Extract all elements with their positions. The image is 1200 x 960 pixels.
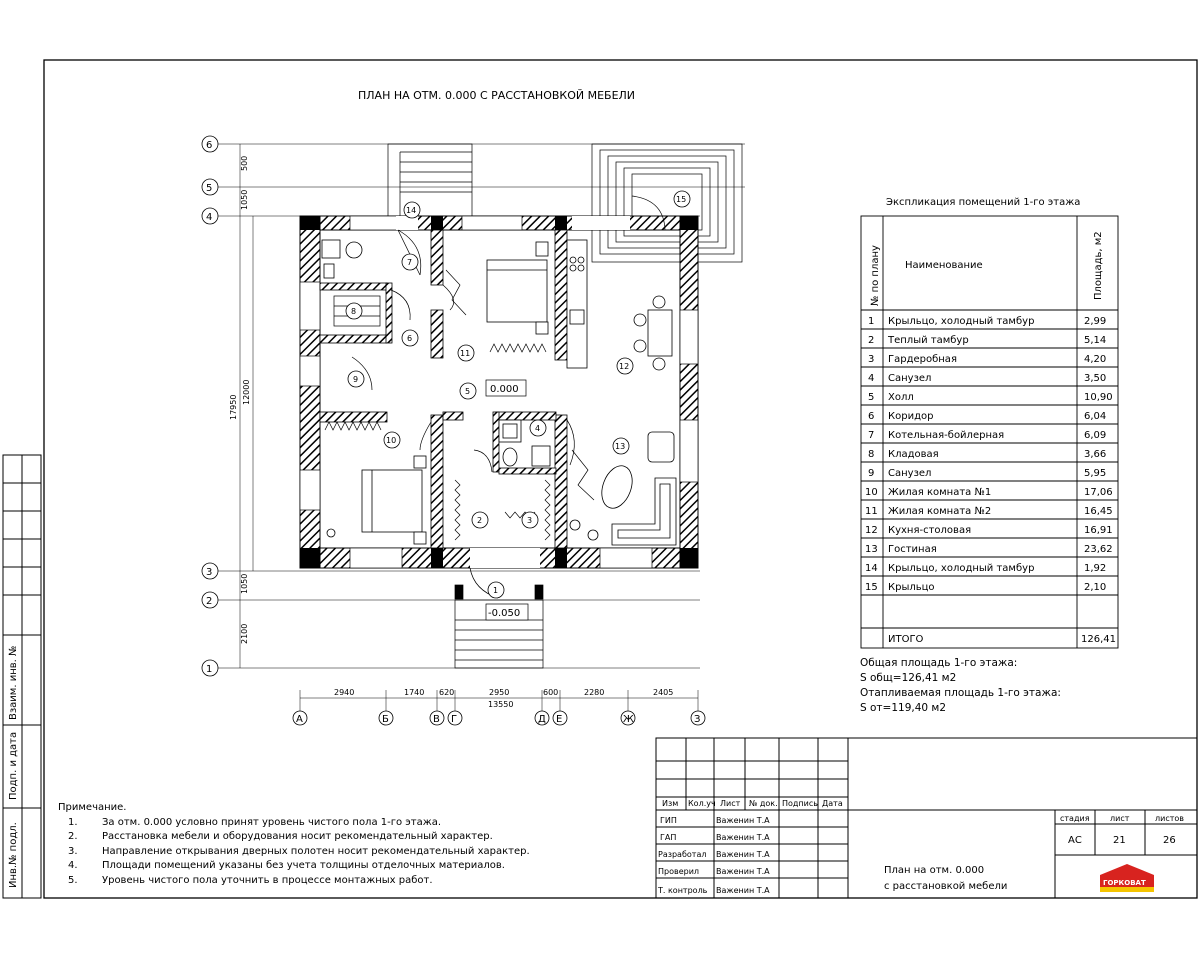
room-marker-9: 9 — [353, 375, 359, 384]
summary-line-3: Отапливаемая площадь 1-го этажа: — [860, 687, 1061, 699]
table-row-area: 23,62 — [1084, 544, 1113, 555]
table-row-area: 17,06 — [1084, 487, 1113, 498]
level-porch: -0.050 — [488, 608, 521, 619]
living-furniture — [596, 432, 676, 545]
table-row-no: 10 — [865, 487, 878, 498]
porch-steps-top-right — [592, 144, 742, 262]
tb-stage-value: АС — [1068, 835, 1082, 846]
axis-row-4: 4 — [206, 212, 213, 223]
tb-name: Важенин Т.А — [716, 833, 770, 842]
row-dim-2: 1050 — [240, 189, 249, 210]
table-row-area: 5,95 — [1084, 468, 1107, 479]
room-marker-4: 4 — [535, 424, 541, 433]
list-item: 2. Расстановка мебели и оборудования носит рекомендательный характер. — [68, 831, 493, 842]
boiler-fixtures — [322, 240, 362, 278]
room-marker-1: 1 — [493, 586, 499, 595]
bed-room-10 — [362, 456, 426, 544]
stamp-label-inv-vzam: Взаим. инв. № — [8, 645, 19, 720]
table-row-no: 7 — [868, 430, 875, 441]
table-row-name: Холл — [888, 392, 914, 403]
list-item: 1. За отм. 0.000 условно принят уровень чистого пола 1-го этажа. — [68, 816, 442, 828]
summary-line-4: S от=119,40 м2 — [860, 702, 947, 714]
logo-text: ГОРКОВАТ — [1103, 879, 1146, 887]
tb-stage-label: стадия — [1060, 814, 1090, 823]
table-row-no: 12 — [865, 525, 878, 536]
explication-rows — [865, 316, 1113, 593]
stamp-label-inv-podl: Инв.№ подл. — [8, 822, 19, 888]
axis-col-v: В — [433, 714, 440, 725]
axis-row-2: 2 — [206, 596, 213, 607]
axis-col-b: Б — [382, 714, 389, 725]
table-row-name: Санузел — [888, 373, 932, 384]
axis-col-zh: Ж — [623, 714, 634, 725]
table-row-no: 8 — [868, 449, 875, 460]
tb-name: Важенин Т.А — [716, 867, 770, 876]
notes-block — [58, 801, 530, 888]
wardrobe-zigzag-10 — [325, 422, 381, 430]
porch-steps-top-left — [388, 144, 472, 216]
list-item: 3. Направление открывания дверных полотен носит рекомендательный характер. — [68, 845, 530, 857]
table-row-no: 2 — [868, 335, 875, 346]
col-dim-total: 13550 — [488, 700, 514, 709]
table-row-area: 10,90 — [1084, 392, 1113, 403]
table-row-name: Крыльцо — [888, 582, 935, 593]
room-marker-2: 2 — [477, 516, 483, 525]
room-marker-8: 8 — [351, 307, 357, 316]
list-item: 5. Уровень чистого пола уточнить в процессе монтажных работ. — [68, 874, 433, 886]
summary-line-2: S общ=126,41 м2 — [860, 672, 957, 684]
table-row-name: Жилая комната №2 — [888, 506, 992, 517]
table-row-no: 6 — [868, 411, 875, 422]
col-dim-7: 2405 — [653, 688, 674, 697]
room-marker-7: 7 — [407, 258, 413, 267]
axis-col-g: Г — [451, 714, 458, 725]
tb-name: Важенин Т.А — [716, 886, 770, 895]
table-row-name: Котельная-бойлерная — [888, 430, 1005, 441]
explication-title: Экспликация помещений 1-го этажа — [886, 197, 1081, 208]
table-row-no: 13 — [865, 544, 878, 555]
table-row-no: 4 — [868, 373, 875, 384]
company-logo — [1100, 864, 1154, 892]
room-marker-12: 12 — [619, 362, 630, 371]
tb-sheet-label: лист — [1110, 814, 1130, 823]
table-row-area: 1,92 — [1084, 563, 1107, 574]
tb-header-doc: № док. — [749, 799, 778, 808]
floor-plan — [300, 144, 742, 668]
table-row-area: 16,91 — [1084, 525, 1113, 536]
room-marker-14: 14 — [406, 206, 417, 215]
tb-role: Проверил — [658, 867, 700, 876]
explication-col-no: № по плану — [870, 245, 881, 306]
tb-role: ГИП — [660, 816, 677, 825]
table-row-name: Кладовая — [888, 449, 939, 460]
tb-sheets-value: 26 — [1163, 835, 1176, 846]
table-row-name: Гардеробная — [888, 354, 957, 365]
table-row-area: 2,10 — [1084, 582, 1107, 593]
table-row-no: 5 — [868, 392, 875, 403]
room-marker-13: 13 — [615, 442, 626, 451]
col-axis-markers — [293, 711, 705, 725]
axis-col-e: Е — [556, 714, 563, 725]
axis-col-d: Д — [538, 714, 546, 725]
plan-title: ПЛАН НА ОТМ. 0.000 С РАССТАНОВКОЙ МЕБЕЛИ — [358, 89, 636, 102]
dining-set — [634, 296, 672, 370]
stamp-label-sign-date: Подп. и дата — [8, 731, 19, 800]
axis-col-a: А — [296, 714, 303, 725]
room-marker-15: 15 — [676, 195, 687, 204]
table-row-area: 5,14 — [1084, 335, 1107, 346]
tb-header-list: Лист — [720, 799, 741, 808]
table-row-area: 2,99 — [1084, 316, 1107, 327]
explication-total-label: ИТОГО — [888, 634, 924, 645]
room-marker-10: 10 — [386, 436, 397, 445]
col-dim-1: 2940 — [334, 688, 355, 697]
vert-dim-total: 17950 — [229, 394, 238, 420]
area-summary — [860, 656, 1061, 716]
bed-room-11 — [487, 242, 548, 334]
table-row-no: 9 — [868, 468, 875, 479]
table-row-name: Жилая комната №1 — [888, 487, 992, 498]
table-row-name: Крыльцо, холодный тамбур — [888, 563, 1035, 574]
explication-col-area: Площадь, м2 — [1093, 231, 1104, 300]
vert-dim-inner: 12000 — [242, 379, 251, 405]
wardrobe-zigzag-11 — [490, 344, 546, 352]
table-row-name: Санузел — [888, 468, 932, 479]
row-dim-1: 500 — [240, 155, 249, 171]
table-row-area: 6,04 — [1084, 411, 1107, 422]
axis-row-1: 1 — [206, 664, 213, 675]
tb-header-kol: Кол.уч — [688, 799, 716, 808]
table-row-no: 1 — [868, 316, 875, 327]
col-dim-4: 2950 — [489, 688, 510, 697]
table-row-name: Кухня-столовая — [888, 525, 972, 536]
explication-col-name: Наименование — [905, 260, 983, 271]
notes-heading: Примечание. — [58, 802, 127, 813]
room-marker-6: 6 — [407, 334, 413, 343]
table-row-area: 4,20 — [1084, 354, 1107, 365]
axis-row-6: 6 — [206, 140, 213, 151]
row-dim-3: 1050 — [240, 573, 249, 594]
tb-role: Т. контроль — [658, 886, 708, 895]
table-row-no: 15 — [865, 582, 878, 593]
drawing-title-line2: с расстановкой мебели — [884, 881, 1008, 892]
col-dim-2: 1740 — [404, 688, 425, 697]
room-marker-5: 5 — [465, 387, 471, 396]
drawing-title-line1: План на отм. 0.000 — [884, 865, 985, 876]
table-row-no: 11 — [865, 506, 878, 517]
axis-row-5: 5 — [206, 183, 213, 194]
wardrobe-zigzags-2-3 — [455, 480, 550, 540]
tb-name: Важенин Т.А — [716, 850, 770, 859]
axis-col-z: З — [694, 714, 701, 725]
col-dim-6: 2280 — [584, 688, 605, 697]
tb-sheet-value: 21 — [1113, 835, 1126, 846]
tb-role: Разработал — [658, 850, 707, 859]
table-row-area: 16,45 — [1084, 506, 1113, 517]
table-row-name: Крыльцо, холодный тамбур — [888, 316, 1035, 327]
col-dim-5: 600 — [543, 688, 559, 697]
kitchen-counter — [567, 240, 587, 368]
table-row-area: 6,09 — [1084, 430, 1107, 441]
table-row-name: Теплый тамбур — [888, 335, 969, 346]
level-main: 0.000 — [490, 384, 519, 395]
explication-total-value: 126,41 — [1081, 634, 1116, 645]
table-row-name: Гостиная — [888, 544, 937, 555]
row-dim-4: 2100 — [240, 623, 249, 644]
tb-header-izm: Изм — [662, 799, 679, 808]
room-marker-3: 3 — [527, 516, 533, 525]
summary-line-1: Общая площадь 1-го этажа: — [860, 657, 1018, 669]
table-row-no: 3 — [868, 354, 875, 365]
list-item: 4. Площади помещений указаны без учета толщины отделочных материалов. — [68, 860, 505, 871]
tb-sheets-label: листов — [1155, 814, 1184, 823]
tb-header-date: Дата — [822, 799, 843, 808]
table-row-area: 3,50 — [1084, 373, 1107, 384]
tb-header-sign: Подпись — [782, 799, 818, 808]
table-row-no: 14 — [865, 563, 878, 574]
axis-row-3: 3 — [206, 567, 213, 578]
table-row-area: 3,66 — [1084, 449, 1107, 460]
col-dim-3: 620 — [439, 688, 455, 697]
table-row-name: Коридор — [888, 411, 934, 422]
room-marker-11: 11 — [460, 349, 471, 358]
tb-role: ГАП — [660, 833, 677, 842]
tb-name: Важенин Т.А — [716, 816, 770, 825]
